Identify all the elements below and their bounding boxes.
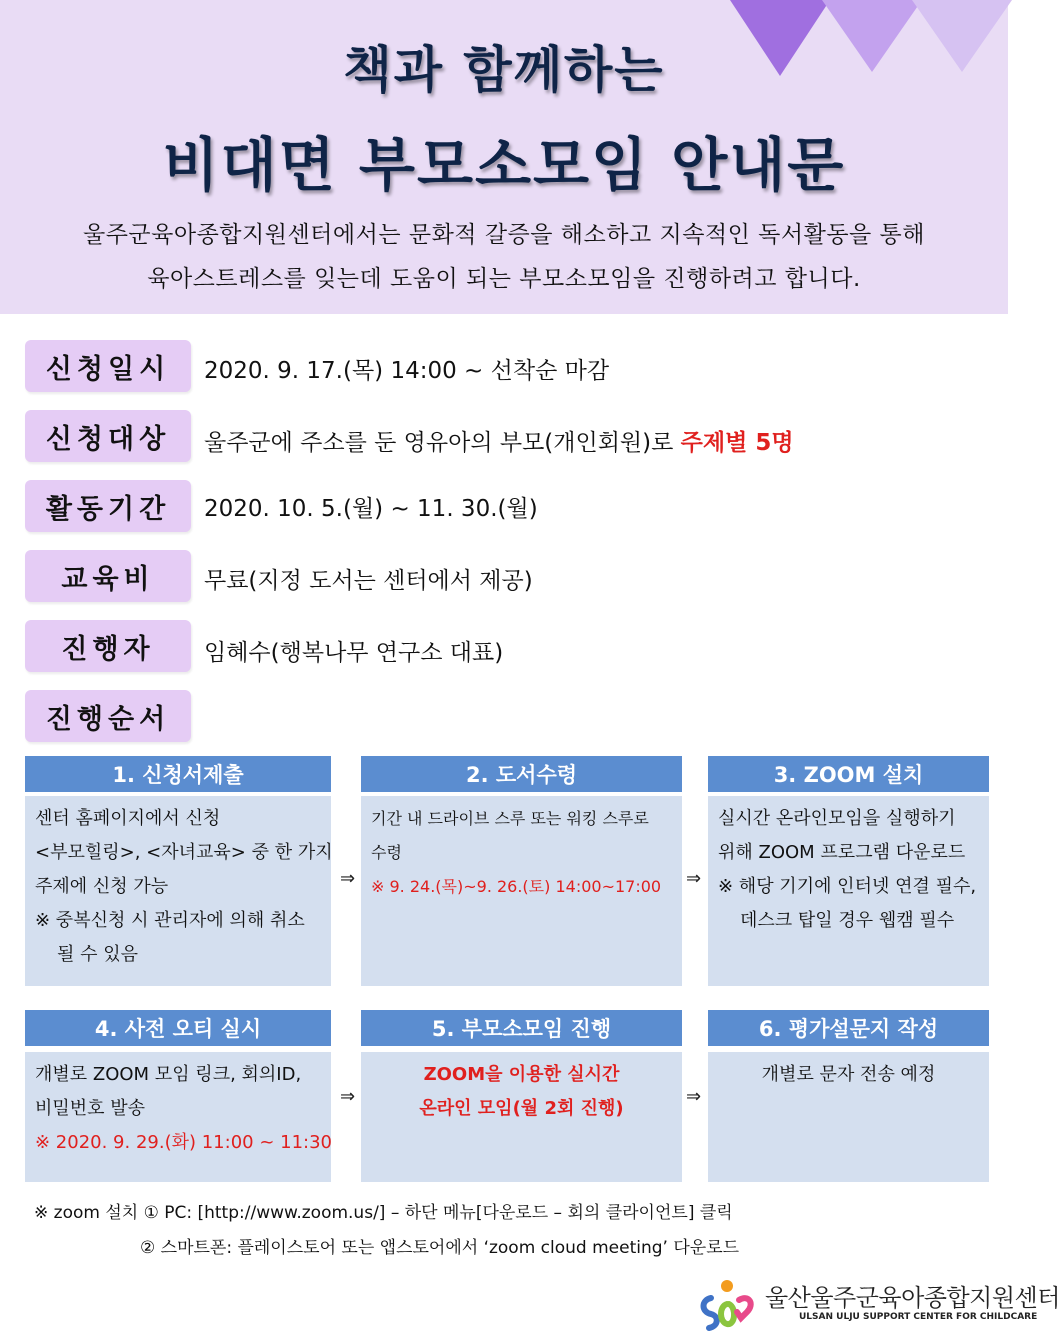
value-target	[204, 424, 794, 457]
step-6-title: 6. 평가설문지 작성	[708, 1010, 989, 1046]
zoom-note-mobile: ② 스마트폰: 플레이스토어 또는 앱스토어에서 ‘zoom cloud meeting’ 다운로드	[140, 1238, 740, 1258]
step-2-line: 수령	[371, 843, 402, 862]
value-apply-date: 2020. 9. 17.(목) 14:00 ~ 선착순 마감	[204, 358, 610, 384]
step-1-line: 주제에 신청 가능	[35, 876, 169, 897]
step-1-line: 센터 홈페이지에서 신청	[35, 808, 221, 829]
step-6-body	[708, 1052, 989, 1182]
header-banner	[0, 0, 1008, 314]
step-1-line: 될 수 있음	[57, 944, 138, 965]
step-5-line: 온라인 모임(월 2회 진행)	[419, 1098, 624, 1119]
center-logo-name: 울산울주군육아종합지원센터	[765, 1284, 1060, 1312]
label-period: 활동기간	[25, 480, 191, 532]
step-3-line: 실시간 온라인모임을 실행하기	[718, 808, 956, 829]
arrow-icon: ⇒	[340, 1086, 356, 1107]
label-host: 진행자	[25, 620, 191, 672]
step-5-body	[361, 1052, 682, 1182]
step-3-line: 위해 ZOOM 프로그램 다운로드	[718, 842, 966, 863]
step-3-title: 3. ZOOM 설치	[708, 756, 989, 792]
label-apply-date: 신청일시	[25, 340, 191, 392]
center-logo-sub: ULSAN ULJU SUPPORT CENTER FOR CHILDCARE	[799, 1312, 1038, 1322]
step-5-title: 5. 부모소모임 진행	[361, 1010, 682, 1046]
value-period: 2020. 10. 5.(월) ~ 11. 30.(월)	[204, 496, 538, 522]
step-4-title: 4. 사전 오티 실시	[25, 1010, 331, 1046]
step-2-title: 2. 도서수령	[361, 756, 682, 792]
step-1-line: ※ 중복신청 시 관리자에 의해 취소	[35, 910, 305, 931]
title-line-2: 비대면 부모소모임 안내문	[162, 131, 846, 199]
intro-line-2: 육아스트레스를 잊는데 도움이 되는 부모소모임을 진행하려고 합니다.	[147, 266, 861, 292]
step-4-body	[25, 1052, 331, 1182]
step-4-line: 비밀번호 발송	[35, 1098, 146, 1119]
label-fee: 교육비	[25, 550, 191, 602]
step-3-body	[708, 796, 989, 986]
step-3-line: ※ 해당 기기에 인터넷 연결 필수,	[718, 876, 977, 897]
arrow-icon: ⇒	[686, 868, 702, 889]
step-3-line: 데스크 탑일 경우 웹캠 필수	[740, 910, 955, 931]
step-4-line: ※ 2020. 9. 29.(화) 11:00 ~ 11:30	[35, 1132, 333, 1153]
step-2-line: ※ 9. 24.(목)~9. 26.(토) 14:00~17:00	[371, 877, 662, 896]
step-4-line: 개별로 ZOOM 모임 링크, 회의ID,	[35, 1064, 302, 1085]
step-1-body	[25, 796, 331, 986]
center-logo	[697, 1276, 1060, 1336]
intro-line-1: 울주군육아종합지원센터에서는 문화적 갈증을 해소하고 지속적인 독서활동을 통해	[83, 222, 925, 248]
step-1-line: <부모힐링>, <자녀교육> 중 한 가지	[35, 842, 333, 863]
value-target-text: 울주군에 주소를 둔 영유아의 부모(개인회원)로	[204, 430, 681, 456]
label-target: 신청대상	[25, 410, 191, 462]
center-logo-icon	[697, 1278, 757, 1332]
arrow-icon: ⇒	[686, 1086, 702, 1107]
title-line-1: 책과 함께하는	[343, 41, 665, 99]
value-host: 임혜수(행복나무 연구소 대표)	[204, 640, 504, 666]
value-target-highlight: 주제별 5명	[680, 430, 794, 456]
zoom-note-pc: ※ zoom 설치 ① PC: [http://www.zoom.us/] – 하단 메뉴[다운로드 – 회의 클라이언트] 클릭	[34, 1203, 733, 1223]
step-6-line: 개별로 문자 전송 예정	[761, 1064, 936, 1085]
label-procedure: 진행순서	[25, 690, 191, 742]
arrow-icon: ⇒	[340, 868, 356, 889]
value-fee: 무료(지정 도서는 센터에서 제공)	[204, 568, 533, 594]
step-2-line: 기간 내 드라이브 스루 또는 워킹 스루로	[371, 809, 649, 828]
step-5-line: ZOOM을 이용한 실시간	[423, 1064, 620, 1085]
step-1-title: 1. 신청서제출	[25, 756, 331, 792]
step-2-body	[361, 796, 682, 986]
